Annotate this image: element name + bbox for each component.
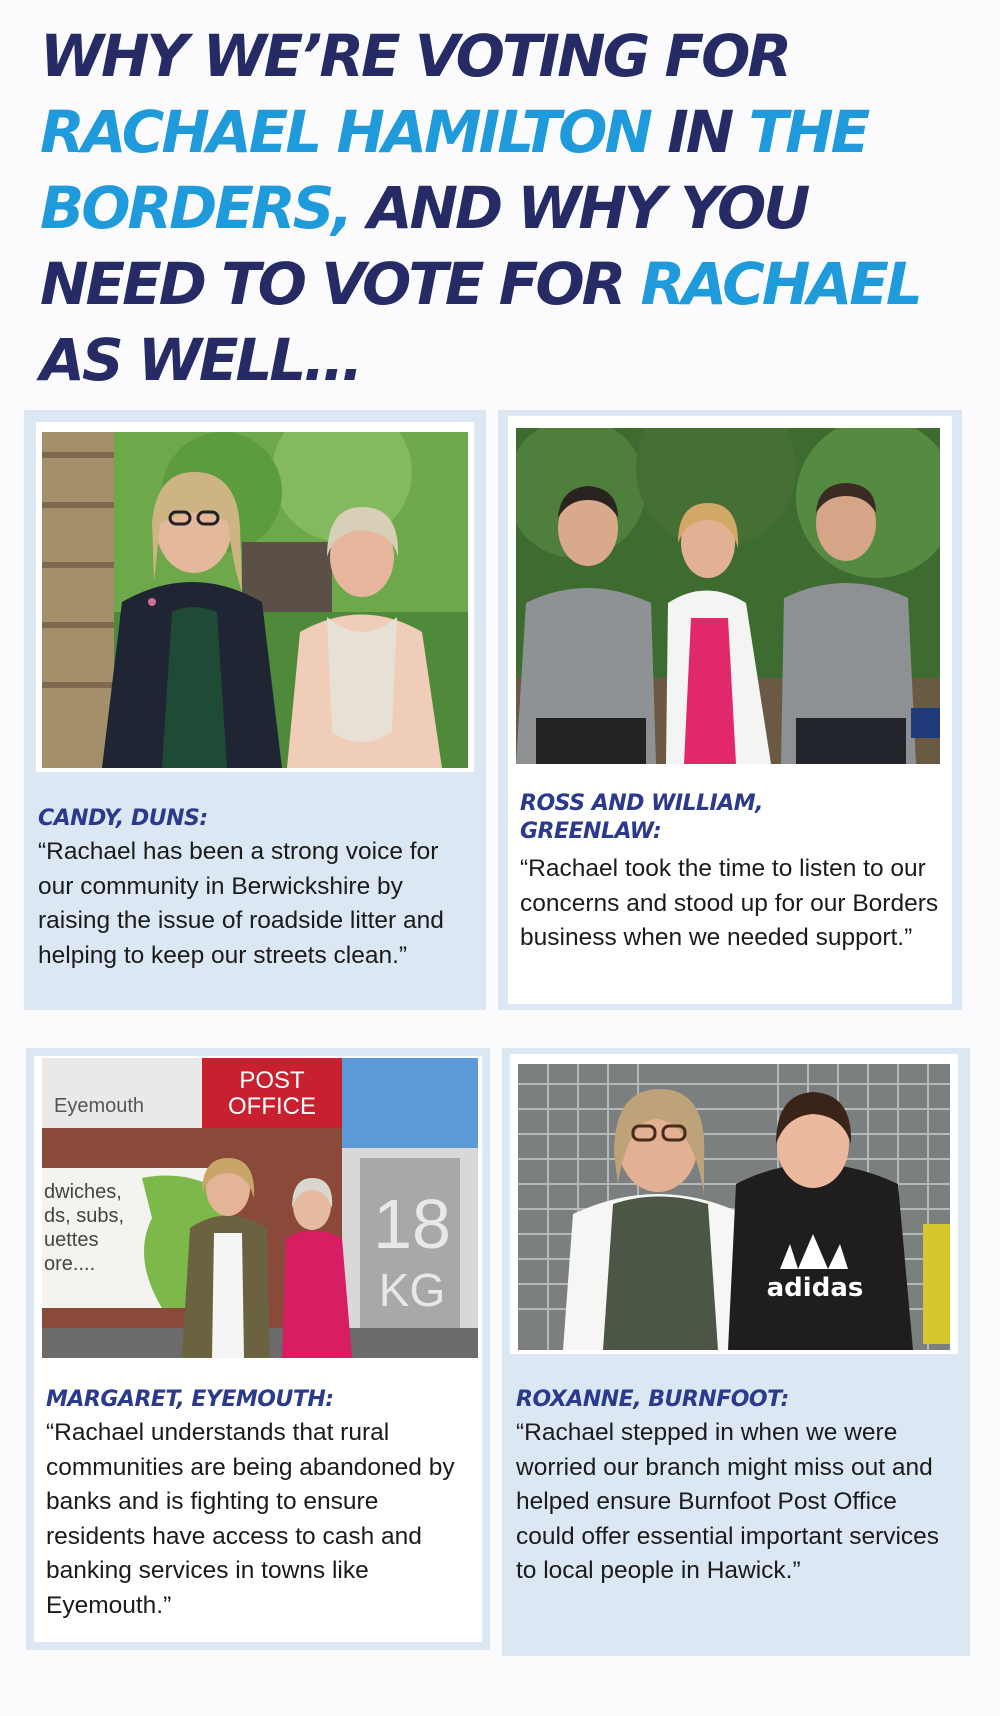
photo-roxanne-with-rachael — [518, 1064, 950, 1350]
testimonial-card-margaret — [26, 1048, 490, 1650]
testimonial-name: ROXANNE, BURNFOOT: — [516, 1387, 789, 1412]
testimonial-card-roxanne — [502, 1048, 970, 1656]
photo-margaret-with-rachael — [42, 1058, 478, 1358]
window-text-4: ore.... — [44, 1253, 96, 1275]
testimonial-card-candy — [24, 410, 486, 1010]
testimonial-name: MARGARET, EYEMOUTH: — [46, 1387, 334, 1412]
photo-ross-william-with-rachael — [516, 428, 940, 764]
headline-part5: AND WHY YOU NEED TO VOTE FOR — [40, 174, 808, 318]
headline — [40, 18, 970, 398]
bin-kg: KG — [378, 1264, 446, 1316]
headline-candidate-firstname: RACHAEL — [640, 250, 920, 318]
testimonial-card-ross-william — [498, 410, 962, 1010]
headline-part7: AS WELL... — [40, 326, 361, 394]
eyemouth-sign: Eyemouth — [54, 1095, 145, 1117]
testimonial-name: ROSS AND WILLIAM, GREENLAW: — [520, 791, 764, 844]
adidas-logo: adidas — [766, 1273, 864, 1303]
post-sign-post: POST — [239, 1067, 305, 1094]
bin-number: 18 — [373, 1185, 451, 1263]
post-sign-office: OFFICE — [228, 1093, 316, 1120]
window-text-1: dwiches, — [44, 1181, 122, 1203]
headline-region: THE BORDERS, — [40, 98, 868, 242]
testimonial-quote: “Rachael understands that rural communities are being abandoned by banks and is fighting to ensure residents have access to cash and banking services in towns like Eyemouth.” — [46, 1419, 455, 1619]
headline-part1: WHY WE’RE VOTING FOR — [40, 22, 790, 90]
window-text-2: ds, subs, — [44, 1205, 125, 1227]
testimonial-quote: “Rachael has been a strong voice for our community in Berwickshire by raising the issue of roadside litter and helping to keep our streets clean.” — [38, 838, 444, 969]
testimonial-quote: “Rachael stepped in when we were worried our branch might miss out and helped ensure Burnfoot Post Office could offer essential important services to local people in Hawick.” — [516, 1419, 940, 1584]
headline-candidate-name: RACHAEL HAMILTON — [40, 98, 651, 166]
headline-part3: IN — [650, 98, 749, 166]
window-text-3: uettes — [44, 1229, 99, 1251]
testimonial-quote: “Rachael took the time to listen to our concerns and stood up for our Borders business when we needed support.” — [520, 855, 939, 951]
testimonial-name: CANDY, DUNS: — [38, 806, 208, 831]
photo-candy-with-rachael — [42, 432, 468, 768]
